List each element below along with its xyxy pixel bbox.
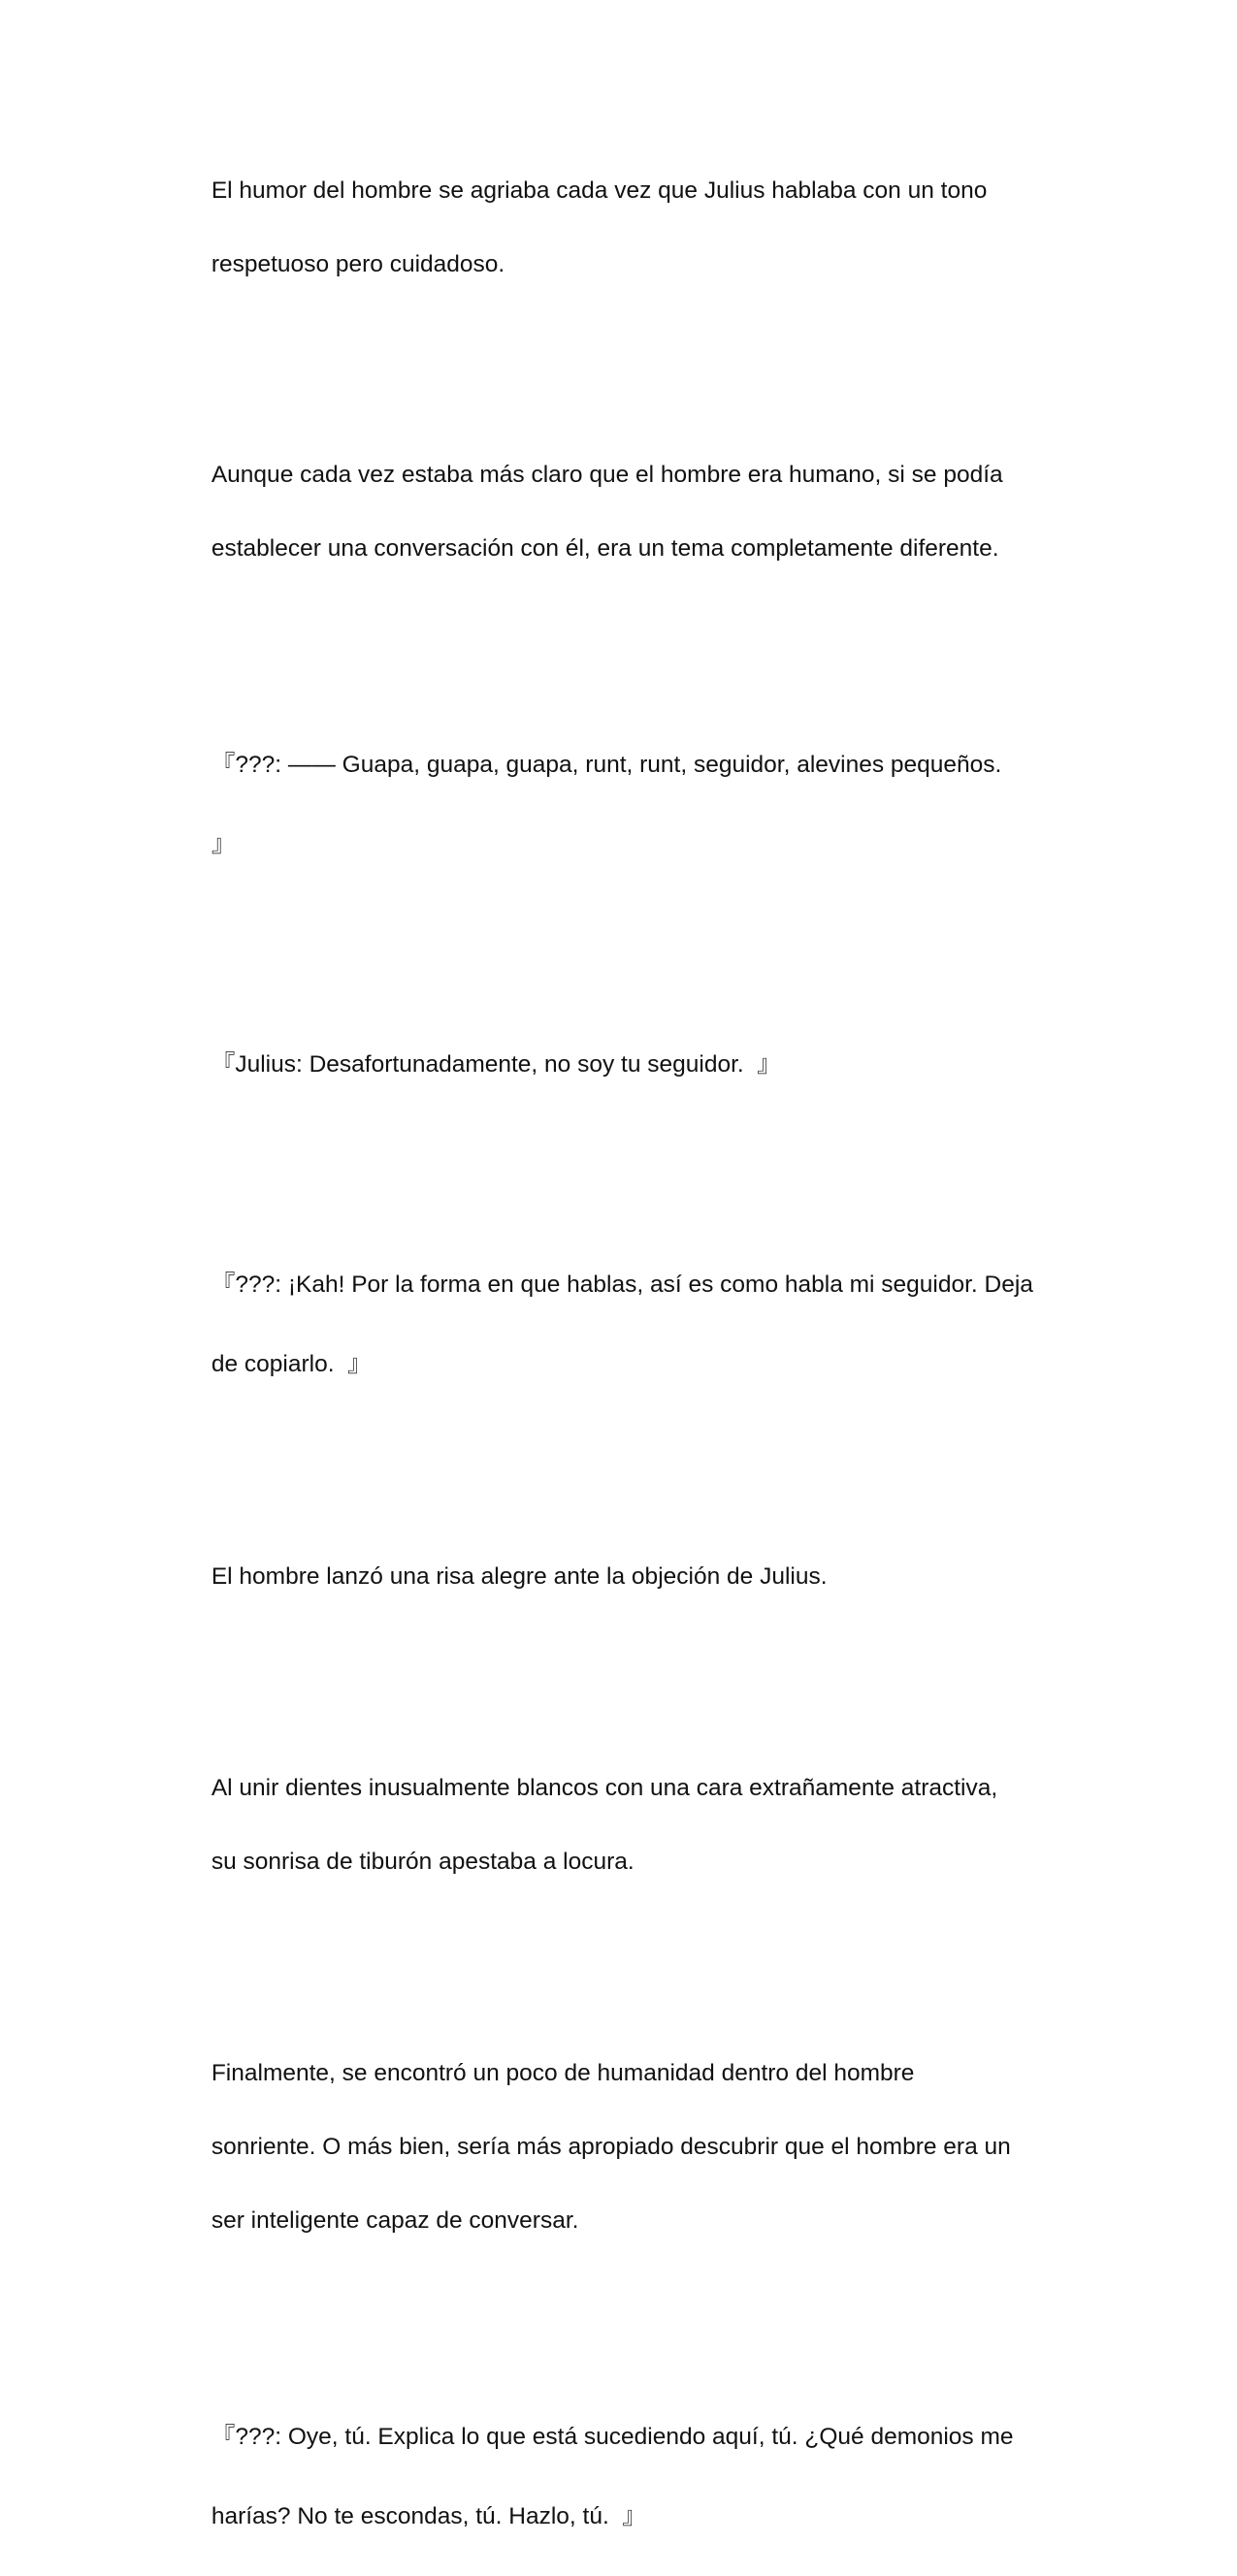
- text-column: [172, 136, 1069, 2576]
- paragraph-1: [172, 136, 1069, 320]
- paragraph-7-line-2: su sonrisa de tiburón apestaba a locura.: [211, 1849, 635, 1875]
- paragraph-4-line-1: 『Julius: Desafortunadamente, no soy tu seguidor. 』: [211, 1051, 781, 1078]
- paragraph-2-line-1: Aunque cada vez estaba más claro que el hombre era humano, si se podía: [211, 462, 1003, 488]
- paragraph-8-line-2: sonriente. O más bien, sería más apropiado descubrir que el hombre era un: [211, 2134, 1011, 2160]
- paragraph-1-line-1: El humor del hombre se agriaba cada vez que Julius hablaba con un tono: [211, 177, 988, 204]
- paragraph-8-line-1: Finalmente, se encontró un poco de humanidad dentro del hombre: [211, 2060, 915, 2086]
- paragraph-8: [172, 2018, 1069, 2276]
- paragraph-7: [172, 1733, 1069, 1917]
- paragraph-5-line-1: 『???: ¡Kah! Por la forma en que hablas, así es como habla mi seguidor. Deja: [211, 1272, 1033, 1298]
- dialog-paragraph-9: [172, 2377, 1069, 2576]
- paragraph-1-line-2: respetuoso pero cuidadoso.: [211, 251, 505, 277]
- paragraph-3-line-2: 』: [211, 831, 236, 857]
- paragraph-9-line-1: 『???: Oye, tú. Explica lo que está sucediendo aquí, tú. ¿Qué demonios me: [211, 2424, 1014, 2450]
- paragraph-2-line-2: establecer una conversación con él, era un tema completamente diferente.: [211, 535, 999, 562]
- paragraph-9-line-2: harías? No te escondas, tú. Hazlo, tú. 』: [211, 2503, 646, 2529]
- dialog-paragraph-3: [172, 705, 1069, 904]
- paragraph-6-line-1: El hombre lanzó una risa alegre ante la objeción de Julius.: [211, 1563, 828, 1590]
- dialog-paragraph-4: [172, 1005, 1069, 1124]
- paragraph-7-line-1: Al unir dientes inusualmente blancos con una cara extrañamente atractiva,: [211, 1775, 998, 1801]
- paragraph-8-line-3: ser inteligente capaz de conversar.: [211, 2207, 579, 2234]
- paragraph-6: [172, 1522, 1069, 1632]
- paragraph-2: [172, 420, 1069, 604]
- dialog-paragraph-5: [172, 1225, 1069, 1424]
- paragraph-3-line-1: 『???: —— Guapa, guapa, guapa, runt, runt, seguidor, alevines pequeños.: [211, 752, 1002, 778]
- paragraph-5-line-2: de copiarlo. 』: [211, 1351, 372, 1377]
